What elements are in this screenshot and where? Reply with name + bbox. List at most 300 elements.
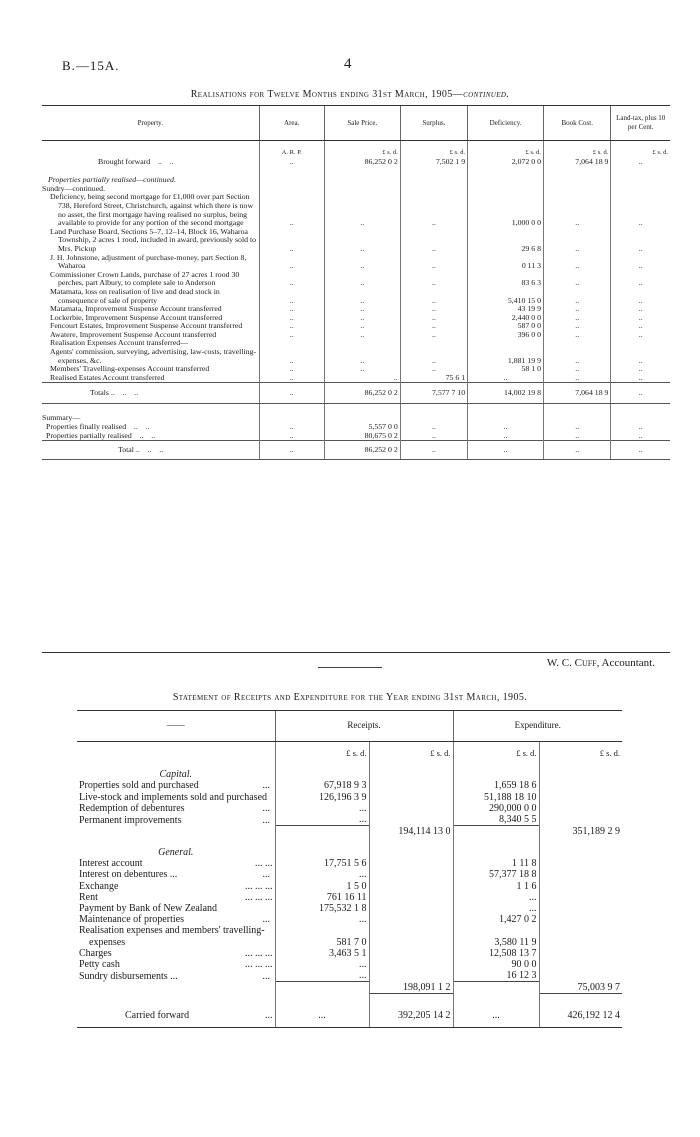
cell-tax: ..	[611, 374, 670, 383]
header-blank: ——	[77, 711, 275, 742]
cell-tax: ..	[611, 271, 670, 288]
cell-tax: ..	[611, 254, 670, 271]
row-label: Matamata, Improvement Suspense Account transferred	[50, 304, 222, 314]
expenditure-total: 75,003 9 7	[539, 982, 622, 994]
empty-cell	[453, 759, 539, 780]
signature: W. C. Cuff, Accountant.	[546, 657, 655, 669]
cell-area: ..	[259, 374, 324, 383]
cell-sale: ..	[324, 374, 400, 383]
empty-cell	[369, 858, 453, 869]
row-label: ... Maintenance of properties	[79, 914, 270, 926]
summary-total-row	[42, 441, 670, 460]
receipt-cell: 1 5 0	[275, 881, 369, 892]
header-area: Area.	[259, 106, 324, 141]
cell-sale: ..	[324, 228, 400, 254]
receipt-cell: ...	[275, 914, 369, 925]
unit-lsd: £ s. d.	[324, 141, 400, 158]
cell-surplus: ..	[400, 423, 467, 432]
empty-cell	[369, 803, 453, 814]
cell-area: ..	[259, 228, 324, 254]
cell-area: ..	[259, 331, 324, 340]
expenditure-cell: 1 11 8	[453, 858, 539, 869]
expenditure-cell: 57,377 18 8	[453, 869, 539, 880]
cell-book: ..	[544, 271, 611, 288]
cell-surplus: ..	[400, 288, 467, 305]
empty-cell	[77, 826, 275, 837]
unit-lsd: £ s. d.	[539, 742, 622, 760]
cell-tax: ..	[611, 314, 670, 323]
cell-area: ..	[259, 254, 324, 271]
empty-cell	[369, 869, 453, 880]
cell-surplus: ..	[400, 271, 467, 288]
row-label: ... Interest on debentures ...	[79, 869, 270, 881]
empty-cell	[77, 982, 275, 994]
realised-estates-row	[42, 374, 670, 383]
cell-tax: ..	[611, 305, 670, 314]
cell-area: ..	[259, 423, 324, 432]
summary-heading: Summary—	[42, 413, 81, 423]
section-rule	[42, 652, 670, 653]
cell-book: ..	[544, 432, 611, 441]
general-heading-label: General.	[158, 846, 194, 858]
cell-tax: ..	[611, 423, 670, 432]
receipt-cell: 17,751 5 6	[275, 858, 369, 869]
cell-surplus: ..	[400, 365, 467, 374]
cell-deficiency: 1,000 0 0	[468, 193, 544, 227]
expenditure-cell: 3,580 11 9	[453, 925, 539, 947]
cell-deficiency: 1,881 19 9	[468, 348, 544, 365]
cell-area: ..	[259, 383, 324, 404]
cell-book: ..	[544, 314, 611, 323]
receipt-cell: 761 16 11	[275, 892, 369, 903]
row-dots: ... ... ...	[245, 891, 273, 903]
cell-tax: ..	[611, 322, 670, 331]
cell-book: ..	[544, 441, 611, 460]
statement-row	[77, 780, 622, 791]
receipt-cell: 126,196 3 9	[275, 792, 369, 803]
row-label: J. H. Johnstone, adjustment of purchase-money, part Section 8, Waharoa	[50, 252, 247, 271]
units-row	[42, 141, 670, 158]
row-text: Exchange	[79, 880, 119, 892]
cell-sale: ..	[324, 254, 400, 271]
table-row	[42, 254, 670, 271]
row-text: Carried forward	[125, 1009, 190, 1021]
expenditure-cell: 1,659 18 6	[453, 780, 539, 791]
statement-row	[77, 858, 622, 869]
row-label: Fencourt Estates, Improvement Suspense Account transferred	[50, 321, 243, 331]
brought-forward-row	[42, 158, 670, 167]
row-label: Brought forward .. ..	[98, 156, 174, 166]
row-dots: ... ... ...	[245, 958, 273, 970]
row-label	[77, 881, 275, 892]
empty-cell	[539, 759, 622, 780]
row-label	[77, 858, 275, 869]
expenditure-total: 351,189 2 9	[539, 826, 622, 837]
empty-cell	[369, 948, 453, 959]
table-row	[42, 271, 670, 288]
cell-deficiency: 5,410 15 0	[468, 288, 544, 305]
row-label: Total .. .. ..	[42, 441, 259, 460]
capital-heading	[77, 759, 622, 780]
row-label: Land Purchase Board, Sections 5–7, 12–14, Block 16, Waharoa Township, 2 acres 1 rood, included in award, previously sold to Mrs. Pickup	[50, 226, 257, 253]
row-label: ... Redemption of debentures	[79, 802, 270, 814]
receipt-cell: ...	[275, 814, 369, 826]
cell-deficiency: ..	[468, 432, 544, 441]
cell-book: ..	[544, 254, 611, 271]
row-label	[77, 903, 275, 914]
row-dots: ... ... ...	[245, 880, 273, 892]
row-text: Payment by Bank of New Zealand	[79, 902, 218, 914]
row-label: Lockerbie, Improvement Suspense Account transferred	[50, 312, 223, 322]
empty-cell	[275, 1025, 369, 1028]
row-text: Properties sold and purchased	[79, 780, 199, 792]
cell-book: ..	[544, 423, 611, 432]
row-text: Petty cash	[79, 958, 120, 970]
cell-sale: ..	[324, 365, 400, 374]
header-deficiency: Deficiency.	[468, 106, 544, 141]
empty-cell	[453, 837, 539, 858]
row-label	[77, 792, 275, 803]
row-dots: ... ...	[255, 858, 273, 870]
expenditure-total: 426,192 12 4	[539, 994, 622, 1025]
unit-lsd: £ s. d.	[369, 742, 453, 760]
cell-book: ..	[544, 288, 611, 305]
empty-cell	[369, 759, 453, 780]
receipt-cell: ...	[275, 803, 369, 814]
unit-lsd: £ s. d.	[453, 742, 539, 760]
rule-cell	[275, 982, 369, 994]
row-text: Interest account	[79, 858, 143, 870]
cell-deficiency: ..	[468, 423, 544, 432]
empty-cell	[539, 914, 622, 925]
empty-cell	[369, 892, 453, 903]
general-heading	[77, 837, 622, 858]
header-property: Property.	[42, 106, 259, 141]
cell-deficiency: 29 6 8	[468, 228, 544, 254]
empty-cell	[539, 948, 622, 959]
receipt-cell: 3,463 5 1	[275, 948, 369, 959]
empty-cell	[369, 914, 453, 925]
expenditure-cell: 51,188 18 10	[453, 792, 539, 803]
page-number: 4	[344, 56, 352, 72]
statement-end-rule	[77, 1025, 622, 1028]
statement-row	[77, 903, 622, 914]
empty-cell	[539, 792, 622, 803]
cell-area: ..	[259, 271, 324, 288]
statement-header-row	[77, 711, 622, 742]
empty-cell	[369, 780, 453, 791]
receipts-total: 392,205 14 2	[369, 994, 453, 1025]
header-expenditure: Expenditure.	[453, 711, 622, 742]
cell-surplus: ..	[400, 331, 467, 340]
cell-tax: ..	[611, 288, 670, 305]
row-text: Live-stock and implements sold and purchased	[79, 791, 268, 803]
cell-sale: 86,252 0 2	[324, 383, 400, 404]
section-heading-row	[42, 176, 670, 185]
empty-cell	[275, 837, 369, 858]
cell-sale: ..	[324, 314, 400, 323]
empty-cell	[539, 1025, 622, 1028]
cell-book: 7,064 18 9	[544, 158, 611, 167]
page-reference: B.—15A.	[62, 58, 120, 73]
cell-deficiency: 2,440 0 0	[468, 314, 544, 323]
statement-row	[77, 959, 622, 970]
realisation-heading: Realisation Expenses Account transferred—	[50, 338, 188, 348]
empty-cell	[369, 959, 453, 970]
empty-cell	[453, 1025, 539, 1028]
cell-sale: ..	[324, 322, 400, 331]
cell-surplus: ..	[400, 432, 467, 441]
row-label: Members' Travelling-expenses Account transferred	[50, 364, 210, 374]
receipts-total: 194,114 13 0	[369, 826, 453, 837]
cell-area: ..	[259, 348, 324, 365]
row-label	[77, 925, 275, 947]
empty-cell	[539, 803, 622, 814]
expenditure-cell: 90 0 0	[453, 959, 539, 970]
cell-deficiency: 396 0 0	[468, 331, 544, 340]
empty-cell	[539, 837, 622, 858]
cell-surplus: ..	[400, 193, 467, 227]
cell-deficiency: 0 11 3	[468, 254, 544, 271]
header-receipts: Receipts.	[275, 711, 453, 742]
expenditure-cell: 16 12 3	[453, 970, 539, 982]
cell-surplus: ..	[400, 348, 467, 365]
cell-sale: 86,252 0 2	[324, 158, 400, 167]
empty-cell	[369, 881, 453, 892]
row-label: Realised Estates Account transferred	[50, 372, 165, 382]
cell-deficiency: 2,072 0 0	[468, 158, 544, 167]
statement-row	[77, 814, 622, 826]
header-row	[42, 106, 670, 141]
header-sale-price: Sale Price.	[324, 106, 400, 141]
empty-cell	[369, 1025, 453, 1028]
cell-tax: ..	[611, 383, 670, 404]
receipt-cell: 175,532 1 8	[275, 903, 369, 914]
table-row	[42, 288, 670, 305]
statement-row	[77, 970, 622, 982]
capital-total-row	[77, 826, 622, 837]
cell-sale: 5,557 0 0	[324, 423, 400, 432]
row-text: Realisation expenses and members' travelling-expenses	[79, 925, 265, 948]
cell-area: ..	[259, 322, 324, 331]
header-book-cost: Book Cost.	[544, 106, 611, 141]
rule-cell	[453, 982, 539, 994]
empty-cell	[539, 903, 622, 914]
row-label: Properties finally realised .. ..	[46, 422, 150, 432]
header-land-tax: Land-tax, plus 10 per Cent.	[611, 106, 670, 141]
cell-area: ..	[259, 305, 324, 314]
cell-area: ..	[259, 314, 324, 323]
empty-cell	[539, 869, 622, 880]
rule-cell	[453, 826, 539, 837]
row-label: ... Sundry disbursements ...	[79, 970, 270, 982]
capital-heading-label: Capital.	[159, 769, 192, 781]
cell-book: ..	[544, 374, 611, 383]
row-text: Charges	[79, 947, 112, 959]
row-dots: ... ... ...	[245, 947, 273, 959]
receipt-cell: 581 7 0	[275, 925, 369, 947]
table-row	[42, 228, 670, 254]
empty-cell	[369, 925, 453, 947]
row-text: Permanent improvements	[79, 814, 182, 826]
statement-row	[77, 914, 622, 925]
receipt-cell: ...	[275, 970, 369, 982]
row-label: Deficiency, being second mortgage for £1,000 over part Section 738, Hereford Street, Christchurch, against which there is now no asset, the first mortgage having realised no surplus, being available to provide for any portion of the second mortgage	[50, 192, 254, 228]
cell-area: ..	[259, 158, 324, 167]
row-label	[77, 948, 275, 959]
empty-cell	[539, 959, 622, 970]
empty-cell	[539, 814, 622, 826]
statement-table	[77, 710, 622, 1028]
statement-row	[77, 881, 622, 892]
empty-cell	[539, 970, 622, 982]
cell-tax: ..	[611, 331, 670, 340]
row-text: Interest on debentures ...	[79, 869, 178, 881]
cell-book: ..	[544, 365, 611, 374]
empty-cell	[369, 792, 453, 803]
receipts-total: 198,091 1 2	[369, 982, 453, 994]
cell-tax: ..	[611, 193, 670, 227]
table-row	[42, 193, 670, 227]
unit-lsd: £ s. d.	[275, 742, 369, 760]
cell-area: ..	[259, 193, 324, 227]
row-label	[77, 994, 275, 1025]
rule-cell	[275, 826, 369, 837]
statement-row	[77, 803, 622, 814]
row-label: Matamata, loss on realisation of live and dead stock in consequence of sale of property	[50, 286, 220, 305]
cell-sale: ..	[324, 193, 400, 227]
unit-lsd: £ s. d.	[468, 141, 544, 158]
empty-cell	[77, 1025, 275, 1028]
cell-tax: ..	[611, 365, 670, 374]
empty-cell	[369, 814, 453, 826]
expenditure-cell: 1 1 6	[453, 881, 539, 892]
row-label: ... Properties sold and purchased	[79, 780, 270, 792]
cell-surplus: ..	[400, 254, 467, 271]
expenditure-cell: 290,000 0 0	[453, 803, 539, 814]
realisations-table	[42, 105, 670, 460]
cell-deficiency: 58 1 0	[468, 365, 544, 374]
empty-cell	[539, 858, 622, 869]
cell-book: ..	[544, 322, 611, 331]
expenditure-cell: ...	[453, 903, 539, 914]
receipt-cell: ...	[275, 994, 369, 1025]
cell-surplus: 75 6 1	[400, 374, 467, 383]
cell-area: ..	[259, 288, 324, 305]
row-text: Maintenance of properties	[79, 914, 184, 926]
empty-cell	[275, 759, 369, 780]
unit-lsd: £ s. d.	[544, 141, 611, 158]
row-label	[77, 959, 275, 970]
cell-surplus: ..	[400, 441, 467, 460]
cell-surplus: ..	[400, 314, 467, 323]
row-label: Commissioner Crown Lands, purchase of 27 acres 1 rood 30 perches, part Albury, to complete sale to Anderson	[50, 269, 240, 288]
cell-tax: ..	[611, 158, 670, 167]
cell-tax: ..	[611, 432, 670, 441]
cell-sale: ..	[324, 348, 400, 365]
statement-row	[77, 869, 622, 880]
statement-row	[77, 892, 622, 903]
cell-area: ..	[259, 441, 324, 460]
statement-row	[77, 925, 622, 947]
row-dots: ...	[265, 1009, 273, 1021]
header-surplus: Surplus.	[400, 106, 467, 141]
table-row	[42, 348, 670, 365]
cell-surplus: 7,577 7 10	[400, 383, 467, 404]
cell-book: ..	[544, 228, 611, 254]
cell-surplus: ..	[400, 305, 467, 314]
expenditure-cell: ...	[453, 892, 539, 903]
statement-row	[77, 948, 622, 959]
expenditure-cell: 12,508 13 7	[453, 948, 539, 959]
cell-sale: ..	[324, 305, 400, 314]
empty-cell	[369, 903, 453, 914]
receipt-cell: ...	[275, 959, 369, 970]
empty-cell	[539, 892, 622, 903]
cell-deficiency: 43 19 9	[468, 305, 544, 314]
receipt-cell: ...	[275, 869, 369, 880]
unit-lsd: £ s. d.	[400, 141, 467, 158]
cell-deficiency: ..	[468, 441, 544, 460]
cell-book: ..	[544, 331, 611, 340]
empty-cell	[539, 881, 622, 892]
row-label: Agents' commission, surveying, advertising, law-costs, travelling-expenses, &c.	[50, 347, 257, 365]
cell-surplus: ..	[400, 322, 467, 331]
row-label: Properties partially realised .. ..	[46, 430, 156, 440]
expenditure-cell: 1,427 0 2	[453, 914, 539, 925]
row-text: Redemption of debentures	[79, 802, 185, 814]
cell-sale: 86,252 0 2	[324, 441, 400, 460]
row-label: Awatere, Improvement Suspense Account transferred	[50, 329, 217, 339]
summary-partially-row	[42, 432, 670, 441]
totals-row	[42, 383, 670, 404]
realisations-title: Realisations for Twelve Months ending 31st March, 1905—continued.	[190, 89, 510, 100]
expenditure-cell: 8,340 5 5	[453, 814, 539, 826]
cell-tax: ..	[611, 348, 670, 365]
statement-title: Statement of Receipts and Expenditure for the Year ending 31st March, 1905.	[172, 692, 528, 703]
cell-book: 7,064 18 9	[544, 383, 611, 404]
subsection-heading: Sundry—continued.	[42, 183, 106, 193]
cell-deficiency: 587 0 0	[468, 322, 544, 331]
cell-sale: ..	[324, 331, 400, 340]
empty-cell	[539, 780, 622, 791]
statement-units-row	[77, 742, 622, 760]
cell-deficiency: 14,002 19 8	[468, 383, 544, 404]
cell-book: ..	[544, 193, 611, 227]
cell-surplus: ..	[400, 228, 467, 254]
cell-book: ..	[544, 305, 611, 314]
receipt-cell: 67,918 9 3	[275, 780, 369, 791]
cell-tax: ..	[611, 228, 670, 254]
empty-cell	[369, 970, 453, 982]
cell-deficiency: 83 6 3	[468, 271, 544, 288]
cell-tax: ..	[611, 441, 670, 460]
row-label: ... Permanent improvements	[79, 814, 270, 826]
section-heading: Properties partially realised—continued.	[48, 175, 176, 185]
cell-deficiency: ..	[468, 374, 544, 383]
empty-cell	[369, 837, 453, 858]
cell-sale: ..	[324, 288, 400, 305]
row-label: Totals .. .. ..	[42, 383, 259, 404]
unit-lsd: £ s. d.	[611, 141, 670, 158]
cell-surplus: 7,502 1 9	[400, 158, 467, 167]
general-total-row	[77, 982, 622, 994]
expenditure-cell: ...	[453, 994, 539, 1025]
unit-area: A. R. P.	[259, 141, 324, 158]
row-text: Sundry disbursements ...	[79, 970, 178, 982]
cell-sale: ..	[324, 271, 400, 288]
row-label	[77, 892, 275, 903]
